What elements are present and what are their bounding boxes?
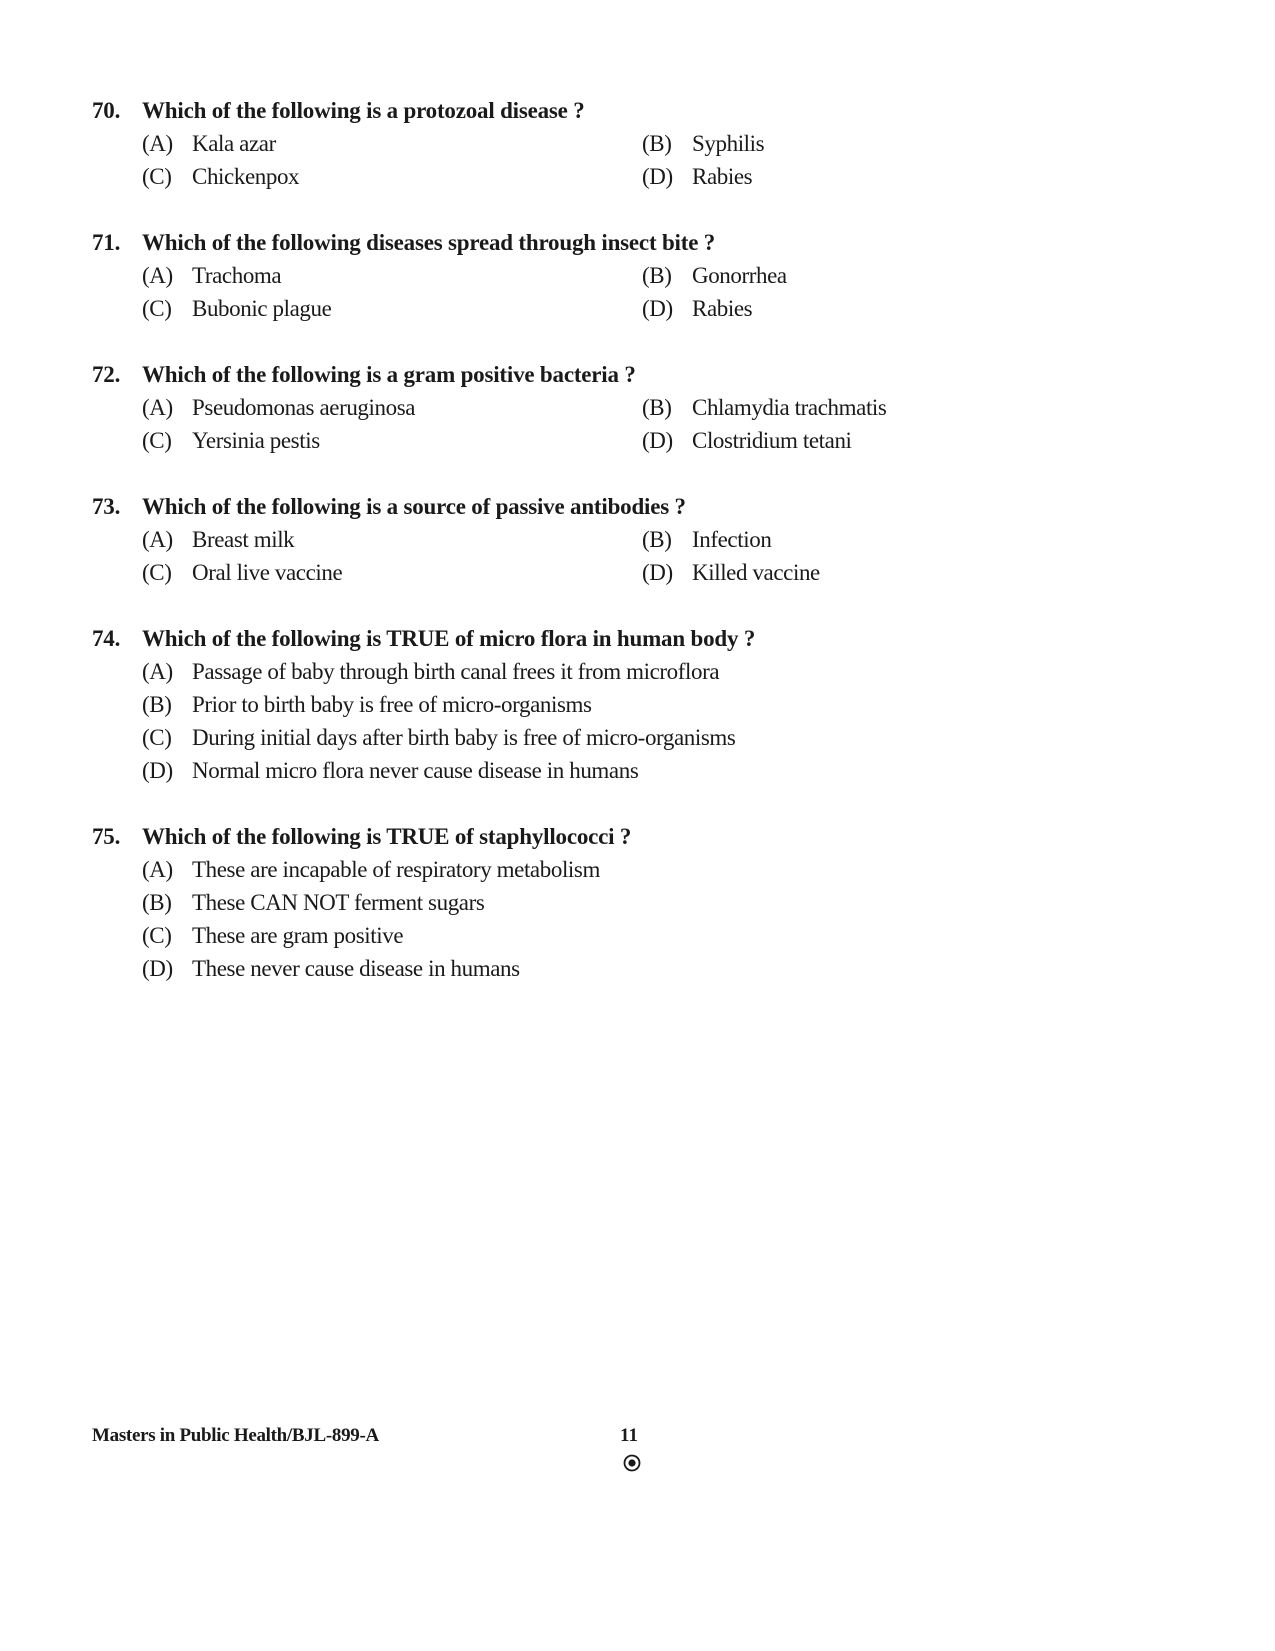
option-text: Clostridium tetani <box>692 428 852 453</box>
option-text: Yersinia pestis <box>192 428 320 453</box>
option-letter: (A) <box>142 527 173 552</box>
option-d <box>642 160 1092 193</box>
question-71 <box>92 227 1192 325</box>
option-b <box>142 688 1042 721</box>
option-text: Passage of baby through birth canal frees it from microflora <box>192 659 720 684</box>
question-number: 70. <box>92 98 121 123</box>
option-text: These CAN NOT ferment sugars <box>192 890 485 915</box>
option-text: During initial days after birth baby is free of micro-organisms <box>192 725 736 750</box>
question-text: Which of the following is TRUE of staphyllococci ? <box>142 824 632 849</box>
option-text: Normal micro flora never cause disease in humans <box>192 758 639 783</box>
option-letter: (B) <box>142 692 172 717</box>
option-a <box>142 853 1042 886</box>
option-a <box>142 259 592 292</box>
option-letter: (C) <box>142 428 172 453</box>
footer-title: Masters in Public Health/BJL-899-A <box>92 1425 379 1446</box>
option-letter: (B) <box>142 890 172 915</box>
option-letter: (C) <box>142 560 172 585</box>
option-row <box>92 853 1192 886</box>
option-b <box>642 127 1092 160</box>
option-text: Gonorrhea <box>692 263 787 288</box>
option-c <box>142 292 592 325</box>
option-a <box>142 127 592 160</box>
option-text: Bubonic plague <box>192 296 332 321</box>
option-text: Rabies <box>692 296 753 321</box>
registration-target-icon <box>623 1454 641 1472</box>
option-text: These are incapable of respiratory metabolism <box>192 857 600 882</box>
option-letter: (B) <box>642 263 672 288</box>
question-text: Which of the following is TRUE of micro flora in human body ? <box>142 626 756 651</box>
option-c <box>142 721 1042 754</box>
option-d <box>642 292 1092 325</box>
question-number: 74. <box>92 626 121 651</box>
option-c <box>142 160 592 193</box>
option-row <box>92 424 1192 457</box>
option-a <box>142 391 592 424</box>
option-d <box>142 952 1042 985</box>
option-b <box>642 391 1092 424</box>
option-row <box>92 292 1192 325</box>
option-letter: (C) <box>142 296 172 321</box>
option-letter: (D) <box>642 296 673 321</box>
option-letter: (C) <box>142 725 172 750</box>
option-text: These are gram positive <box>192 923 404 948</box>
option-text: Killed vaccine <box>692 560 820 585</box>
question-number: 72. <box>92 362 121 387</box>
question-heading <box>92 491 1192 523</box>
option-letter: (A) <box>142 395 173 420</box>
option-a <box>142 523 592 556</box>
page-number: 11 <box>620 1425 638 1446</box>
option-text: Chickenpox <box>192 164 300 189</box>
option-letter: (B) <box>642 131 672 156</box>
option-letter: (C) <box>142 164 172 189</box>
option-letter: (A) <box>142 263 173 288</box>
option-letter: (D) <box>642 560 673 585</box>
question-number: 75. <box>92 824 121 849</box>
question-73 <box>92 491 1192 589</box>
option-letter: (D) <box>642 428 673 453</box>
option-row <box>92 754 1192 787</box>
question-75 <box>92 821 1192 985</box>
option-row <box>92 655 1192 688</box>
option-c <box>142 919 1042 952</box>
option-row <box>92 259 1192 292</box>
option-c <box>142 556 592 589</box>
question-number: 71. <box>92 230 121 255</box>
question-74 <box>92 623 1192 787</box>
option-text: Oral live vaccine <box>192 560 343 585</box>
question-heading <box>92 821 1192 853</box>
option-row <box>92 688 1192 721</box>
option-text: Breast milk <box>192 527 295 552</box>
option-letter: (B) <box>642 527 672 552</box>
option-c <box>142 424 592 457</box>
option-text: Syphilis <box>692 131 765 156</box>
option-text: Trachoma <box>192 263 282 288</box>
option-text: Kala azar <box>192 131 276 156</box>
option-text: Chlamydia trachmatis <box>692 395 887 420</box>
question-heading <box>92 359 1192 391</box>
option-row <box>92 523 1192 556</box>
option-row <box>92 160 1192 193</box>
question-heading <box>92 623 1192 655</box>
option-row <box>92 919 1192 952</box>
option-d <box>642 556 1092 589</box>
option-text: These never cause disease in humans <box>192 956 520 981</box>
option-text: Rabies <box>692 164 753 189</box>
option-letter: (D) <box>142 758 173 783</box>
question-number: 73. <box>92 494 121 519</box>
option-letter: (C) <box>142 923 172 948</box>
option-d <box>142 754 1042 787</box>
option-text: Prior to birth baby is free of micro-organisms <box>192 692 592 717</box>
option-letter: (B) <box>642 395 672 420</box>
option-letter: (A) <box>142 131 173 156</box>
question-heading <box>92 95 1192 127</box>
question-text: Which of the following diseases spread through insect bite ? <box>142 230 716 255</box>
option-row <box>92 952 1192 985</box>
option-letter: (D) <box>642 164 673 189</box>
option-row <box>92 127 1192 160</box>
option-letter: (D) <box>142 956 173 981</box>
question-heading <box>92 227 1192 259</box>
question-text: Which of the following is a protozoal disease ? <box>142 98 585 123</box>
option-text: Pseudomonas aeruginosa <box>192 395 416 420</box>
option-text: Infection <box>692 527 772 552</box>
question-text: Which of the following is a source of passive antibodies ? <box>142 494 686 519</box>
option-b <box>142 886 1042 919</box>
option-a <box>142 655 1042 688</box>
option-row <box>92 886 1192 919</box>
option-b <box>642 259 1092 292</box>
option-letter: (A) <box>142 857 173 882</box>
option-row <box>92 721 1192 754</box>
option-letter: (A) <box>142 659 173 684</box>
option-d <box>642 424 1092 457</box>
question-70 <box>92 95 1192 193</box>
option-row <box>92 391 1192 424</box>
question-72 <box>92 359 1192 457</box>
option-row <box>92 556 1192 589</box>
option-b <box>642 523 1092 556</box>
question-text: Which of the following is a gram positive bacteria ? <box>142 362 636 387</box>
